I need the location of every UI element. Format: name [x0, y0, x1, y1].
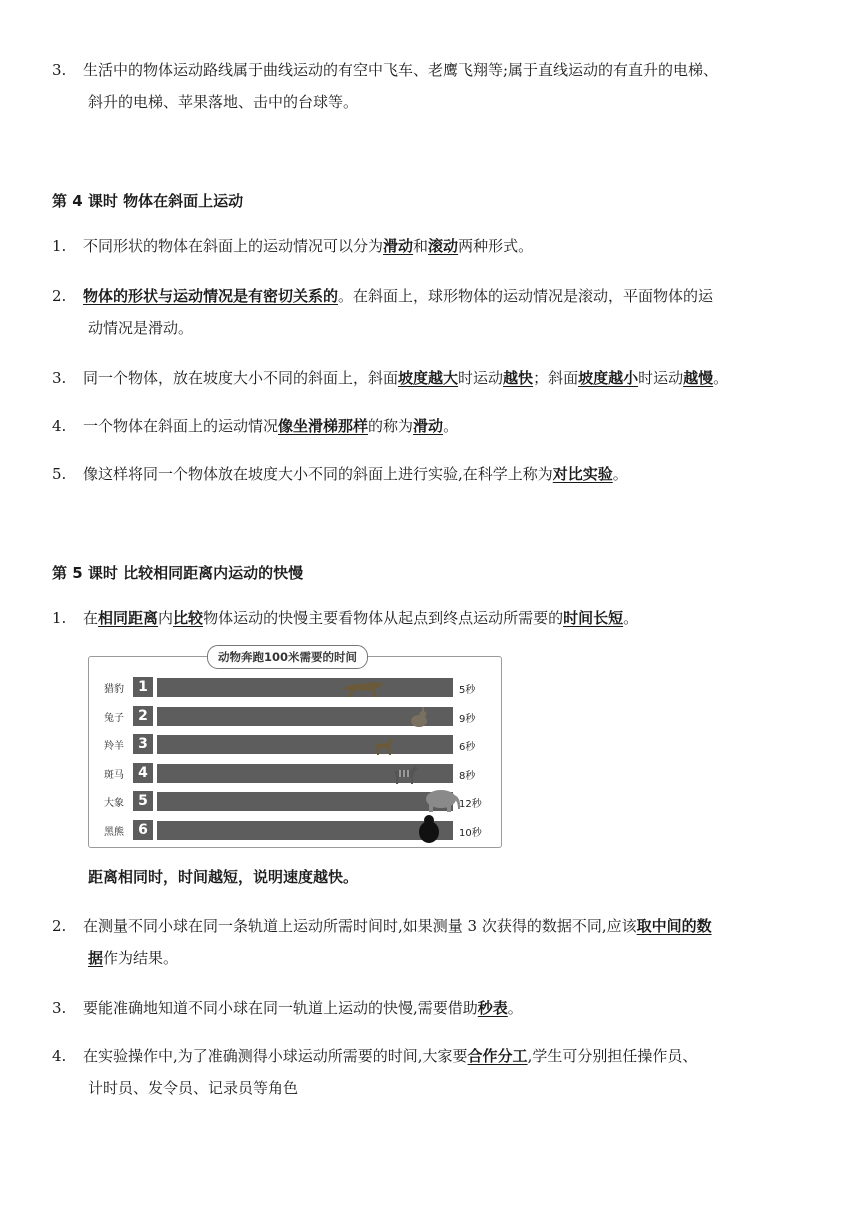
conclusion-text: 距离相同时，时间越短，说明速度越快。 [88, 868, 359, 886]
item-text: 作为结果。 [103, 949, 179, 967]
section-heading-lesson5: 第 5 课时 比较相同距离内运动的快慢 [52, 564, 304, 582]
item-number: 4. [52, 1047, 67, 1065]
chart-bar [157, 735, 453, 754]
keyword: 越快 [503, 369, 534, 387]
keyword: 秒表 [477, 999, 508, 1017]
chart-category-label: 大象 [104, 798, 124, 810]
item-text: 生活中的物体运动路线属于曲线运动的有空中飞车、老鹰飞翔等;属于直线运动的有直升的电梯、 [83, 61, 719, 79]
keyword: 取中间的数 [636, 917, 712, 935]
keyword: 物体的形状与运动情况是有密切关系的 [83, 287, 339, 305]
list-item [52, 1040, 812, 1104]
antelope-icon [372, 734, 396, 756]
keyword: 越慢 [683, 369, 714, 387]
list-item [52, 602, 812, 634]
chart-row [89, 734, 501, 756]
item-text: ,学生可分别担任操作员、 [527, 1047, 698, 1065]
chart-rank-badge: 2 [133, 706, 153, 726]
chart-bar [157, 792, 453, 811]
zebra-icon [391, 763, 419, 785]
animal-speed-chart [88, 650, 502, 848]
chart-category-label: 斑马 [104, 769, 124, 781]
item-text: 要能准确地知道不同小球在同一轨道上运动的快慢,需要借助 [83, 999, 478, 1017]
rabbit-icon [408, 706, 430, 728]
item-number: 1. [52, 237, 67, 255]
chart-row [89, 763, 501, 785]
chart-value-label: 6秒 [459, 742, 476, 754]
keyword: 比较 [173, 609, 204, 627]
item-number: 2. [52, 287, 67, 305]
item-number: 3. [52, 61, 67, 79]
keyword: 滑动 [413, 417, 444, 435]
item-text: 。 [713, 369, 729, 387]
keyword: 对比实验 [552, 465, 613, 483]
list-item [52, 458, 812, 490]
keyword: 滑动 [383, 237, 414, 255]
item-text: ；斜面 [533, 369, 579, 387]
list-item [52, 910, 812, 974]
item-text: 的称为 [368, 417, 414, 435]
chart-bar [157, 678, 453, 697]
chart-row [89, 820, 501, 842]
chart-value-label: 5秒 [459, 685, 476, 696]
chart-category-label: 羚羊 [104, 741, 124, 753]
keyword: 滚动 [428, 237, 459, 255]
list-item [52, 54, 812, 118]
chart-category-label: 黑熊 [104, 827, 124, 838]
chart-rank-badge: 3 [133, 734, 153, 754]
item-text: 一个物体在斜面上的运动情况 [83, 417, 279, 435]
chart-value-label: 9秒 [459, 713, 476, 725]
item-text: 不同形状的物体在斜面上的运动情况可以分为 [83, 237, 384, 255]
item-number: 5. [52, 465, 67, 483]
item-text-continued: 动情况是滑动。 [88, 319, 194, 337]
item-text: 内 [158, 609, 174, 627]
item-text: 在测量不同小球在同一条轨道上运动所需时间时,如果测量 3 次获得的数据不同,应该 [83, 917, 637, 935]
item-number: 1. [52, 609, 67, 627]
bear-icon [417, 814, 441, 836]
chart-bar [157, 821, 453, 840]
keyword: 像坐滑梯那样 [278, 417, 369, 435]
item-text: 两种形式。 [458, 237, 534, 255]
chart-row [89, 791, 501, 813]
item-text: 。 [507, 999, 523, 1017]
chart-rank-badge: 5 [133, 791, 153, 811]
item-text: 物体运动的快慢主要看物体从起点到终点运动所需要的 [203, 609, 564, 627]
item-text: 在实验操作中,为了准确测得小球运动所需要的时间,大家要 [83, 1047, 468, 1065]
chart-category-label: 猎豹 [104, 684, 124, 695]
list-item [52, 362, 812, 394]
item-text: 。 [612, 465, 628, 483]
list-item [52, 992, 812, 1024]
keyword: 据 [88, 949, 104, 967]
chart-row [89, 706, 501, 728]
item-text-continued: 计时员、发令员、记录员等角色 [88, 1079, 299, 1097]
item-text: 时运动 [638, 369, 684, 387]
item-text: 像这样将同一个物体放在坡度大小不同的斜面上进行实验,在科学上称为 [83, 465, 553, 483]
item-text: 同一个物体，放在坡度大小不同的斜面上，斜面 [83, 369, 399, 387]
chart-value-label: 10秒 [459, 828, 482, 839]
chart-category-label: 兔子 [104, 712, 124, 724]
item-number: 2. [52, 917, 67, 935]
item-text: 。 [623, 609, 639, 627]
list-item [52, 410, 812, 442]
cheetah-icon [341, 677, 385, 699]
item-text: 在 [83, 609, 99, 627]
keyword: 相同距离 [98, 609, 159, 627]
item-text: 。 [443, 417, 459, 435]
item-number: 4. [52, 417, 67, 435]
item-number: 3. [52, 999, 67, 1017]
chart-rank-badge: 6 [133, 820, 153, 840]
list-item [52, 280, 812, 344]
section-heading-lesson4: 第 4 课时 物体在斜面上运动 [52, 192, 244, 210]
item-text-continued: 斜升的电梯、苹果落地、击中的台球等。 [88, 93, 359, 111]
list-item [52, 230, 812, 262]
item-text: 时运动 [458, 369, 504, 387]
chart-title: 动物奔跑100米需要的时间 [207, 645, 368, 669]
chart-rank-badge: 4 [133, 763, 153, 783]
elephant-icon [423, 787, 463, 809]
keyword: 时间长短 [563, 609, 624, 627]
item-text: 和 [413, 237, 429, 255]
chart-value-label: 8秒 [459, 770, 476, 782]
chart-row [89, 677, 501, 699]
item-text: 。在斜面上，球形物体的运动情况是滚动，平面物体的运 [338, 287, 714, 305]
keyword: 合作分工 [467, 1047, 528, 1065]
chart-rank-badge: 1 [133, 677, 153, 697]
keyword: 坡度越小 [578, 369, 639, 387]
item-number: 3. [52, 369, 67, 387]
chart-value-label: 12秒 [459, 799, 482, 811]
keyword: 坡度越大 [398, 369, 459, 387]
